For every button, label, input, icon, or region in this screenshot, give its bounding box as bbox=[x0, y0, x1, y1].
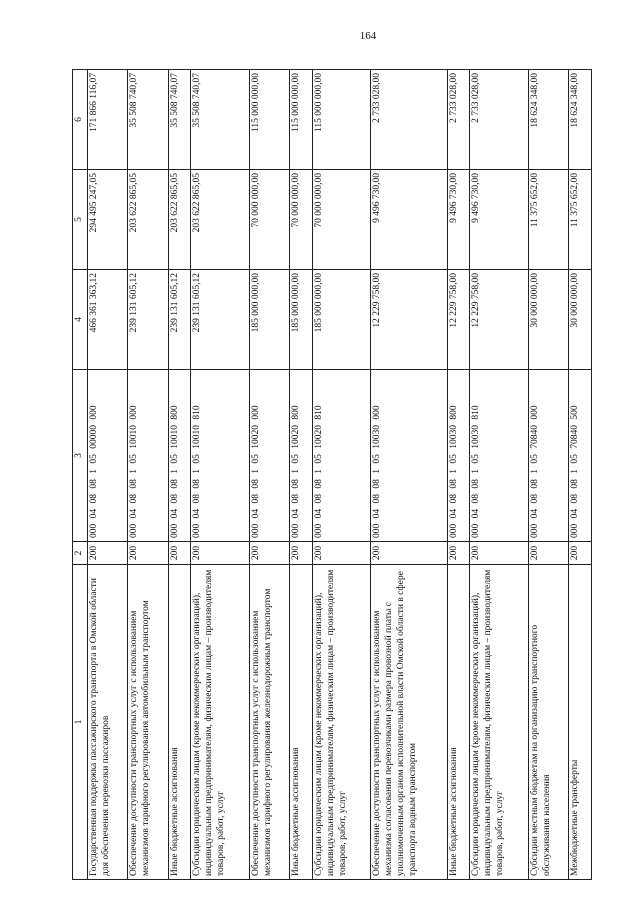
row-amount-col5: 70 000 000,00 bbox=[312, 170, 370, 270]
row-amount-col4: 239 131 605,12 bbox=[191, 270, 249, 370]
row-amount-col4: 185 000 000,00 bbox=[290, 270, 313, 370]
row-amount-col6: 2 733 028,00 bbox=[470, 70, 528, 170]
row-group-code: 200 bbox=[447, 542, 470, 565]
header-col-1: 1 bbox=[73, 565, 88, 880]
table-row bbox=[249, 70, 290, 880]
row-amount-col6: 115 000 000,00 bbox=[312, 70, 370, 170]
row-amount-col5: 70 000 000,00 bbox=[249, 170, 290, 270]
row-amount-col4: 12 229 758,00 bbox=[447, 270, 470, 370]
table-row bbox=[168, 70, 191, 880]
row-group-code: 200 bbox=[569, 542, 592, 565]
row-amount-col6: 2 733 028,00 bbox=[447, 70, 470, 170]
row-classification-code: 000 04 08 08 1 05 10020 000 bbox=[249, 370, 290, 542]
row-classification-code: 000 04 08 08 1 05 10010 000 bbox=[128, 370, 169, 542]
row-amount-col5: 203 622 865,05 bbox=[128, 170, 169, 270]
row-amount-col4: 239 131 605,12 bbox=[168, 270, 191, 370]
row-amount-col4: 30 000 000,00 bbox=[569, 270, 592, 370]
row-name: Обеспечение доступности транспортных услуг с использованием механизма согласования перевозчиками размера провозной платы с уполномоченным органом исполнительной власти Омской области в сфере транспорта водным транспортом bbox=[371, 565, 447, 880]
row-name: Иные бюджетные ассигнования bbox=[447, 565, 470, 880]
row-name: Субсидии юридическим лицам (кроме некоммерческих организаций), индивидуальным предпринимателям, физическим лицам – производителям товаров, работ, услуг bbox=[312, 565, 370, 880]
row-amount-col6: 35 508 740,07 bbox=[128, 70, 169, 170]
table-row bbox=[290, 70, 313, 880]
row-group-code: 200 bbox=[290, 542, 313, 565]
row-amount-col4: 12 229 758,00 bbox=[371, 270, 447, 370]
row-amount-col4: 466 361 363,12 bbox=[87, 270, 128, 370]
header-col-3: 3 bbox=[73, 370, 88, 542]
page-number: 164 bbox=[359, 30, 377, 42]
row-name: Обеспечение доступности транспортных услуг с использованием механизмов тарифного регулирования автомобильным транспортом bbox=[128, 565, 169, 880]
row-group-code: 200 bbox=[191, 542, 249, 565]
row-group-code: 200 bbox=[87, 542, 128, 565]
header-col-5: 5 bbox=[73, 170, 88, 270]
table-row bbox=[569, 70, 592, 880]
table-row bbox=[371, 70, 447, 880]
header-row bbox=[73, 70, 88, 880]
row-amount-col6: 2 733 028,00 bbox=[371, 70, 447, 170]
row-amount-col5: 11 375 652,00 bbox=[528, 170, 569, 270]
row-amount-col6: 35 508 740,07 bbox=[168, 70, 191, 170]
row-group-code: 200 bbox=[249, 542, 290, 565]
row-name: Государственная поддержка пассажирского транспорта в Омской области для обеспечения перевозки пассажиров bbox=[87, 565, 128, 880]
row-name: Субсидии юридическим лицам (кроме некоммерческих организаций), индивидуальным предпринимателям, физическим лицам – производителям товаров, работ, услуг bbox=[470, 565, 528, 880]
row-classification-code: 000 04 08 08 1 05 70840 000 bbox=[528, 370, 569, 542]
row-classification-code: 000 04 08 08 1 05 10030 800 bbox=[447, 370, 470, 542]
row-classification-code: 000 04 08 08 1 05 10010 800 bbox=[168, 370, 191, 542]
header-col-4: 4 bbox=[73, 270, 88, 370]
row-classification-code: 000 04 08 08 1 05 10020 800 bbox=[290, 370, 313, 542]
table-row bbox=[87, 70, 128, 880]
row-amount-col6: 35 508 740,07 bbox=[191, 70, 249, 170]
row-name: Межбюджетные трансферты bbox=[569, 565, 592, 880]
header-col-6: 6 bbox=[73, 70, 88, 170]
row-amount-col5: 9 496 730,00 bbox=[470, 170, 528, 270]
row-amount-col6: 115 000 000,00 bbox=[249, 70, 290, 170]
row-amount-col6: 115 000 000,00 bbox=[290, 70, 313, 170]
table-body bbox=[87, 70, 591, 880]
table-row bbox=[470, 70, 528, 880]
row-amount-col5: 9 496 730,00 bbox=[371, 170, 447, 270]
row-amount-col4: 30 000 000,00 bbox=[528, 270, 569, 370]
row-group-code: 200 bbox=[528, 542, 569, 565]
row-amount-col5: 294 495 247,05 bbox=[87, 170, 128, 270]
row-classification-code: 000 04 08 08 1 05 70840 500 bbox=[569, 370, 592, 542]
row-name: Субсидии юридическим лицам (кроме некоммерческих организаций), индивидуальным предпринимателям, физическим лицам – производителям товаров, работ, услуг bbox=[191, 565, 249, 880]
table-row bbox=[447, 70, 470, 880]
row-amount-col6: 18 624 348,00 bbox=[528, 70, 569, 170]
row-classification-code: 000 04 08 08 1 05 10020 810 bbox=[312, 370, 370, 542]
row-amount-col4: 185 000 000,00 bbox=[249, 270, 290, 370]
row-group-code: 200 bbox=[312, 542, 370, 565]
row-amount-col5: 203 622 865,05 bbox=[168, 170, 191, 270]
table-row bbox=[312, 70, 370, 880]
row-amount-col4: 185 000 000,00 bbox=[312, 270, 370, 370]
row-classification-code: 000 04 08 08 1 05 00000 000 bbox=[87, 370, 128, 542]
row-group-code: 200 bbox=[371, 542, 447, 565]
row-group-code: 200 bbox=[128, 542, 169, 565]
row-classification-code: 000 04 08 08 1 05 10030 000 bbox=[371, 370, 447, 542]
header-col-2: 2 bbox=[73, 542, 88, 565]
row-name: Иные бюджетные ассигнования bbox=[290, 565, 313, 880]
row-amount-col5: 11 375 652,00 bbox=[569, 170, 592, 270]
row-group-code: 200 bbox=[168, 542, 191, 565]
row-amount-col5: 203 622 865,05 bbox=[191, 170, 249, 270]
row-name: Субсидии местным бюджетам на организацию транспортного обслуживания населения bbox=[528, 565, 569, 880]
row-classification-code: 000 04 08 08 1 05 10010 810 bbox=[191, 370, 249, 542]
table-row bbox=[128, 70, 169, 880]
budget-table bbox=[72, 69, 592, 880]
row-amount-col6: 18 624 348,00 bbox=[569, 70, 592, 170]
row-amount-col4: 239 131 605,12 bbox=[128, 270, 169, 370]
row-amount-col5: 9 496 730,00 bbox=[447, 170, 470, 270]
table-row bbox=[528, 70, 569, 880]
row-name: Обеспечение доступности транспортных услуг с использованием механизмов тарифного регулирования железнодорожным транспортом bbox=[249, 565, 290, 880]
row-amount-col4: 12 229 758,00 bbox=[470, 270, 528, 370]
row-amount-col5: 70 000 000,00 bbox=[290, 170, 313, 270]
rotated-table-container bbox=[72, 70, 592, 880]
table-row bbox=[191, 70, 249, 880]
row-amount-col6: 171 866 116,07 bbox=[87, 70, 128, 170]
row-classification-code: 000 04 08 08 1 05 10030 810 bbox=[470, 370, 528, 542]
row-name: Иные бюджетные ассигнования bbox=[168, 565, 191, 880]
row-group-code: 200 bbox=[470, 542, 528, 565]
